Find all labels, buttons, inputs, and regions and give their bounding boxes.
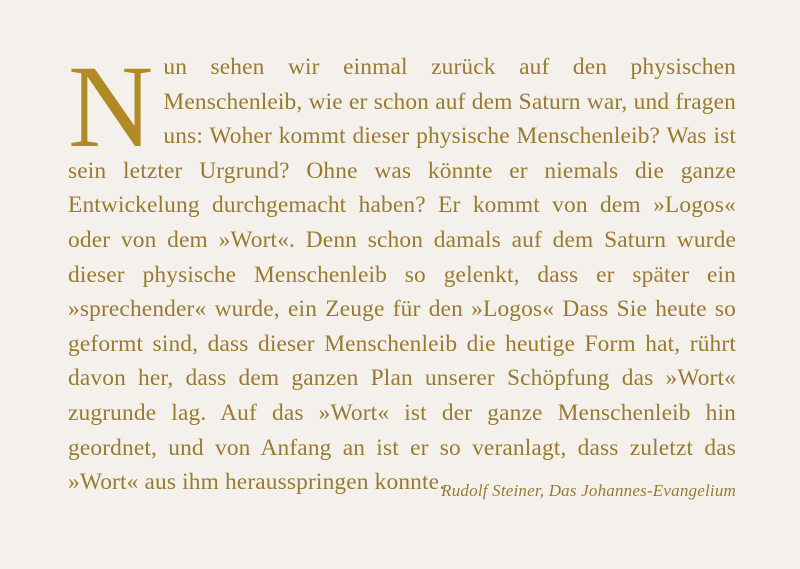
quotation-body: un sehen wir einmal zurück auf den physischen Menschenleib, wie er schon auf dem Saturn war, und fragen uns: Woher kommt dieser physische Menschenleib? Was ist sein letzter Urgrund? Ohne was könnte er niemals die ganze Entwickelung durchgemacht haben? Er kommt von dem »Logos« oder von dem »Wort«. Denn schon damals auf dem Saturn wurde dieser physische Menschenleib so gelenkt, dass er später ein »sprechender« wurde, ein Zeuge für den »Logos« Dass Sie heute so geformt sind, dass dieser Menschenleib die heutige Form hat, rührt davon her, dass dem ganzen Plan unserer Schöpfung das »Wort« zugrunde lag. Auf das »Wort« ist der ganze Menschenleib hin geordnet, und von Anfang an ist er so veranlagt, dass zuletzt das »Wort« aus ihm herausspringen konnte. bbox=[68, 54, 736, 496]
quotation-block bbox=[68, 41, 736, 500]
quotation-text bbox=[68, 41, 736, 500]
quotation-attribution: Rudolf Steiner, Das Johannes-Evangelium bbox=[441, 481, 736, 500]
drop-cap-letter: N bbox=[68, 41, 154, 172]
